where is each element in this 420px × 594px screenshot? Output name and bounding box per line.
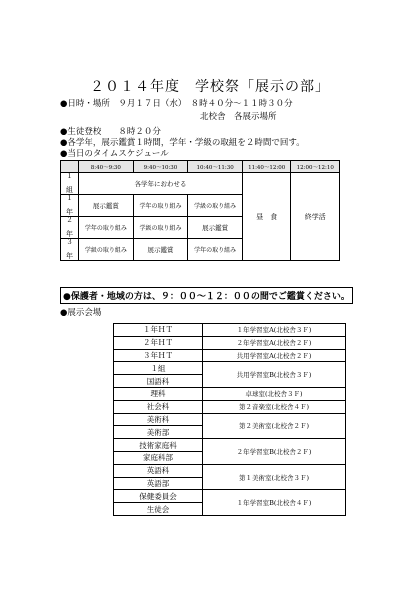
activity-cell: 学年の取り組み: [188, 239, 243, 261]
venue-name: 英語部: [114, 477, 203, 490]
venue-place: 卓球室(北校舎３Ｆ): [203, 387, 346, 400]
venue-name: 理科: [114, 387, 203, 400]
venue-table: [113, 323, 346, 516]
attendance-line: ●生徒登校 ８時２０分: [60, 127, 161, 137]
venue-place: 第２美術室(北校舎２Ｆ): [203, 413, 346, 439]
venue-name: １組: [114, 362, 203, 375]
activity-cell: 学級の取り組み: [79, 239, 134, 261]
activity-cell: 学級の取り組み: [188, 195, 243, 217]
page-title: ２０１４年度 学校祭「展示の部」: [90, 79, 330, 95]
lunch-cell: 昼 食: [242, 173, 291, 261]
venue-name: 美術部: [114, 426, 203, 439]
venue-place: 共用学習室A(北校舎２Ｆ): [203, 349, 346, 362]
venue-name: 技術家庭科: [114, 439, 203, 452]
all-grades-cell: 各学年におわせる: [79, 173, 243, 195]
venue-name: 保健委員会: [114, 490, 203, 503]
schedule-table: [60, 160, 340, 261]
time-slot: 10:40～11:30: [188, 161, 243, 173]
note-line: ●各学年，展示鑑賞１時間，学年・学級の取組を２時間で回す。: [60, 138, 305, 148]
venue-name: ３年ＨＴ: [114, 349, 203, 362]
venue-name: 家庭科部: [114, 451, 203, 464]
time-slot: 8:40～9:30: [79, 161, 134, 173]
time-slot: 9:40～10:30: [133, 161, 188, 173]
appreciation-cell: 展示鑑賞: [188, 217, 243, 239]
grade-label: ３ 年: [61, 239, 79, 261]
venue-place: １年学習室A(北校舎３Ｆ): [203, 324, 346, 337]
datetime-line: ●日時・場所 ９月１７日（水） ８時４０分～１１時３０分: [60, 99, 293, 109]
venue-name: 英語科: [114, 464, 203, 477]
venue-name: 社会科: [114, 400, 203, 413]
venue-name: 生徒会: [114, 503, 203, 516]
activity-cell: 学年の取り組み: [79, 217, 134, 239]
activity-cell: 学年の取り組み: [133, 195, 188, 217]
venue-place: 共用学習室B(北校舎３Ｆ): [203, 362, 346, 388]
time-slot: 12:00～12:10: [291, 161, 340, 173]
homeroom-cell: 終学活: [291, 173, 340, 261]
venue-name: １年ＨＴ: [114, 324, 203, 337]
venue-place: １年学習室B(北校舎４Ｆ): [203, 490, 346, 516]
venue-name: 国語科: [114, 375, 203, 388]
venue-place: ２年学習室B(北校舎２Ｆ): [203, 439, 346, 465]
time-slot: 11:40～12:00: [242, 161, 291, 173]
venue-place: 第１美術室(北校舎３Ｆ): [203, 464, 346, 490]
venue-place: ２年学習室A(北校舎２Ｆ): [203, 336, 346, 349]
activity-cell: 学級の取り組み: [133, 217, 188, 239]
grade-label: ２ 年: [61, 217, 79, 239]
venue-name: 美術科: [114, 413, 203, 426]
grade-label: １ 組: [61, 173, 79, 195]
grade-label: １ 年: [61, 195, 79, 217]
venue-name: ２年ＨＴ: [114, 336, 203, 349]
venue-place: 第２音楽室(北校舎４Ｆ): [203, 400, 346, 413]
appreciation-cell: 展示鑑賞: [79, 195, 134, 217]
appreciation-cell: 展示鑑賞: [133, 239, 188, 261]
place-line: 北校舎 各展示場所: [200, 112, 277, 122]
visitor-notice: ●保護者・地域の方は、９：００～１２：００の間でご鑑賞ください。: [60, 287, 353, 304]
schedule-heading: ●当日のタイムスケジュール: [60, 149, 169, 159]
venues-heading: ●展示会場: [60, 308, 102, 318]
